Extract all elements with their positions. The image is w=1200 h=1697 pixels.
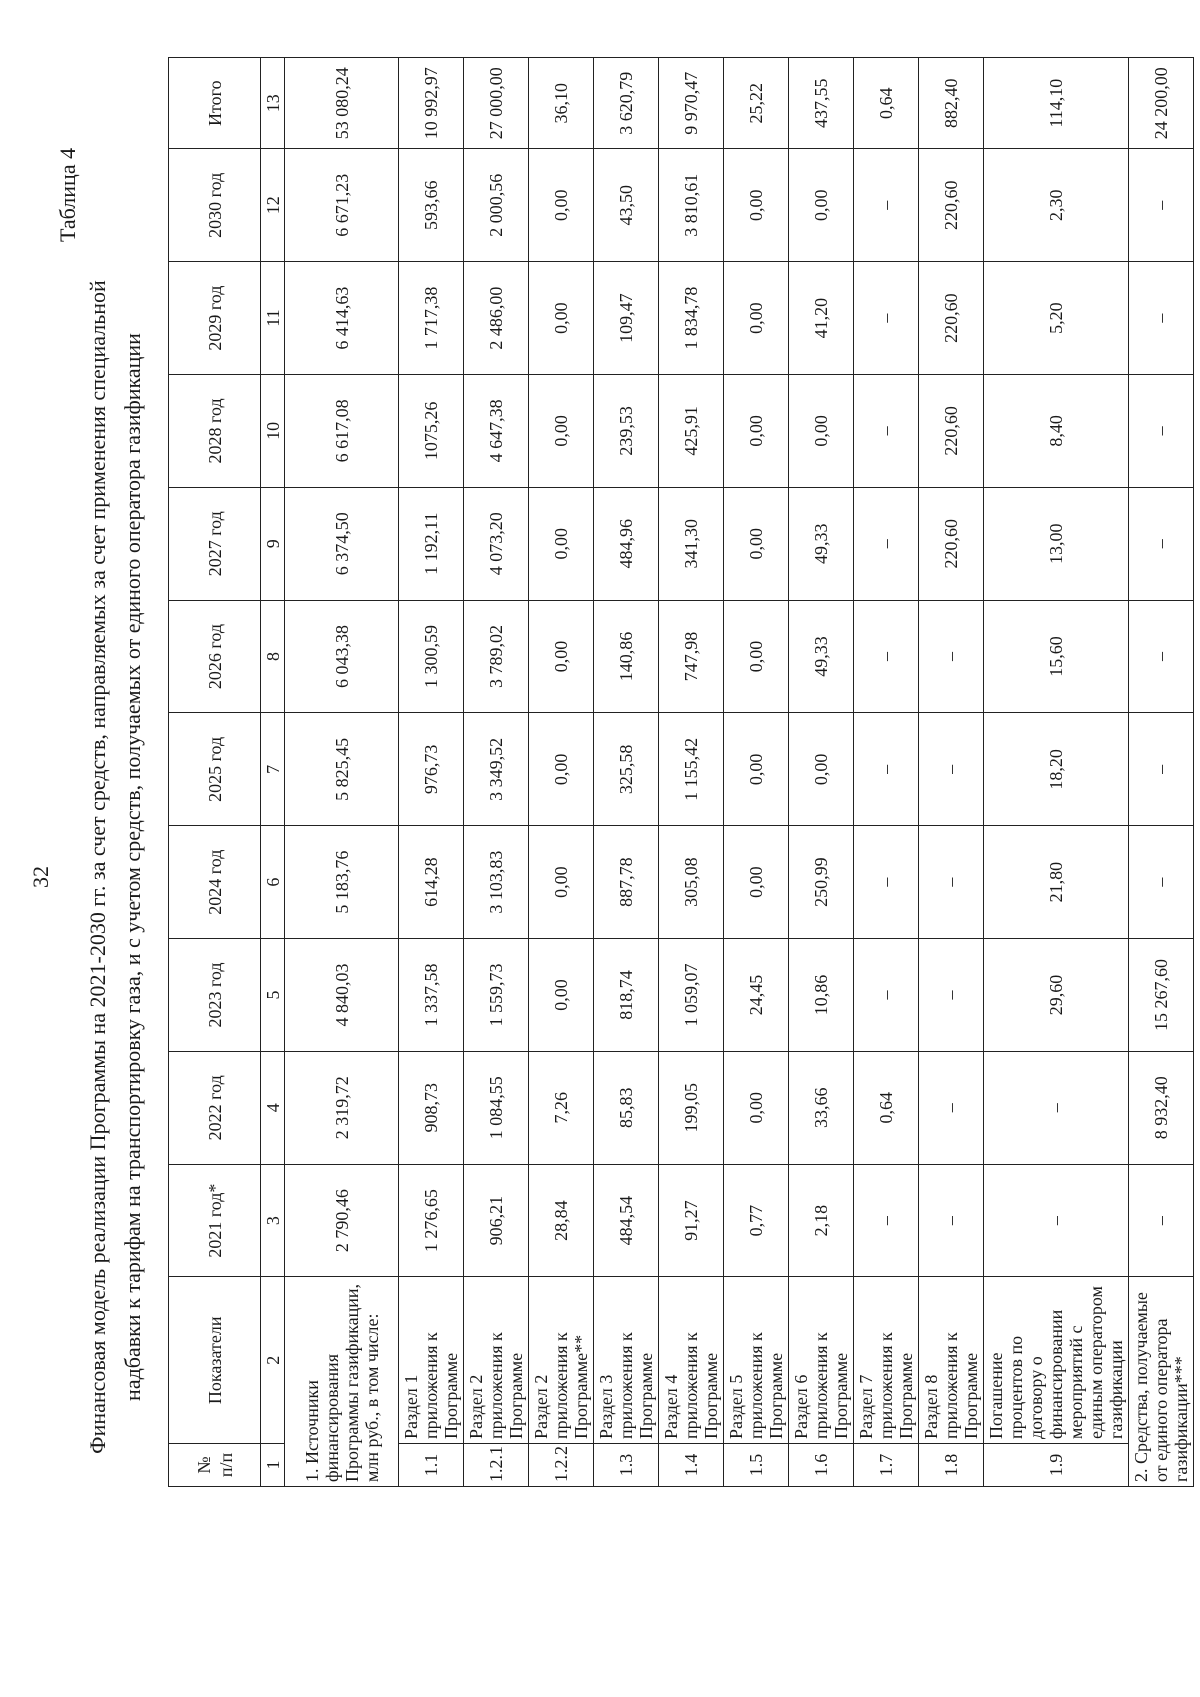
value-cell: 593,66 bbox=[399, 149, 464, 262]
header-cell: Показатели bbox=[169, 1277, 261, 1444]
value-cell: 976,73 bbox=[399, 713, 464, 826]
value-cell: – bbox=[854, 487, 919, 600]
value-cell: 614,28 bbox=[399, 826, 464, 939]
value-cell: – bbox=[1129, 487, 1194, 600]
row-label: Раздел 4 приложения к Программе bbox=[659, 1277, 724, 1444]
value-cell: 220,60 bbox=[919, 262, 984, 375]
header-cell: 2023 год bbox=[169, 939, 261, 1052]
table-row bbox=[285, 58, 399, 1487]
value-cell: 114,10 bbox=[984, 58, 1129, 149]
table-row bbox=[984, 58, 1129, 1487]
value-cell: 41,20 bbox=[789, 262, 854, 375]
value-cell: – bbox=[1129, 600, 1194, 713]
title-line: Финансовая модель реализации Программы на 2021-2030 гг. за счет средств, направляемых за счет применения специальной bbox=[85, 280, 110, 1454]
table-row bbox=[594, 58, 659, 1487]
value-cell: 2,30 bbox=[984, 149, 1129, 262]
column-number: 4 bbox=[261, 1051, 285, 1164]
value-cell: 2 486,00 bbox=[464, 262, 529, 375]
value-cell: 6 374,50 bbox=[285, 487, 399, 600]
value-cell: 484,96 bbox=[594, 487, 659, 600]
value-cell: 305,08 bbox=[659, 826, 724, 939]
value-cell: 484,54 bbox=[594, 1164, 659, 1277]
row-number: 1.8 bbox=[919, 1444, 984, 1487]
table-header-row bbox=[169, 58, 261, 1487]
value-cell: 5,20 bbox=[984, 262, 1129, 375]
table-title bbox=[80, 237, 150, 1497]
value-cell: – bbox=[919, 713, 984, 826]
table-row bbox=[399, 58, 464, 1487]
table-body bbox=[285, 58, 1194, 1487]
title-line: надбавки к тарифам на транспортировку газа, и с учетом средств, получаемых от единого оператора газификации bbox=[120, 333, 145, 1401]
column-number: 2 bbox=[261, 1277, 285, 1444]
value-cell: 53 080,24 bbox=[285, 58, 399, 149]
value-cell: 437,55 bbox=[789, 58, 854, 149]
column-number: 8 bbox=[261, 600, 285, 713]
value-cell: 24,45 bbox=[724, 939, 789, 1052]
page-number: 32 bbox=[28, 866, 53, 888]
header-cell: 2027 год bbox=[169, 487, 261, 600]
row-number: 1.2.2 bbox=[529, 1444, 594, 1487]
value-cell: – bbox=[854, 1164, 919, 1277]
value-cell: 3 810,61 bbox=[659, 149, 724, 262]
row-number: 1.6 bbox=[789, 1444, 854, 1487]
row-number: 1.1 bbox=[399, 1444, 464, 1487]
value-cell: 1 276,65 bbox=[399, 1164, 464, 1277]
value-cell: 220,60 bbox=[919, 375, 984, 488]
value-cell: 85,83 bbox=[594, 1051, 659, 1164]
value-cell: 220,60 bbox=[919, 487, 984, 600]
row-heading: 1. Источники финансирования Программы газификации, млн руб., в том числе: bbox=[285, 1277, 399, 1487]
value-cell: 4 840,03 bbox=[285, 939, 399, 1052]
value-cell: 0,00 bbox=[724, 487, 789, 600]
value-cell: 0,00 bbox=[724, 149, 789, 262]
table-row bbox=[1129, 58, 1194, 1487]
header-cell: 2030 год bbox=[169, 149, 261, 262]
table-row bbox=[789, 58, 854, 1487]
column-number-row bbox=[261, 58, 285, 1487]
value-cell: 6 043,38 bbox=[285, 600, 399, 713]
value-cell: 0,00 bbox=[724, 375, 789, 488]
value-cell: 6 671,23 bbox=[285, 149, 399, 262]
value-cell: – bbox=[854, 826, 919, 939]
value-cell: 2 000,56 bbox=[464, 149, 529, 262]
value-cell: 7,26 bbox=[529, 1051, 594, 1164]
row-label: Раздел 8 приложения к Программе bbox=[919, 1277, 984, 1444]
value-cell: 1075,26 bbox=[399, 375, 464, 488]
column-number: 6 bbox=[261, 826, 285, 939]
value-cell: 2 790,46 bbox=[285, 1164, 399, 1277]
row-label: Раздел 5 приложения к Программе bbox=[724, 1277, 789, 1444]
row-label: Раздел 2 приложения к Программе** bbox=[529, 1277, 594, 1444]
value-cell: 3 349,52 bbox=[464, 713, 529, 826]
header-cell: 2021 год* bbox=[169, 1164, 261, 1277]
value-cell: 0,00 bbox=[789, 149, 854, 262]
value-cell: 15 267,60 bbox=[1129, 939, 1194, 1052]
value-cell: 36,10 bbox=[529, 58, 594, 149]
value-cell: 0,00 bbox=[724, 262, 789, 375]
column-number: 3 bbox=[261, 1164, 285, 1277]
header-cell: Итого bbox=[169, 58, 261, 149]
value-cell: 1 717,38 bbox=[399, 262, 464, 375]
value-cell: 0,00 bbox=[724, 1051, 789, 1164]
value-cell: 0,00 bbox=[529, 600, 594, 713]
table-row bbox=[854, 58, 919, 1487]
value-cell: – bbox=[919, 826, 984, 939]
value-cell: 0,00 bbox=[529, 826, 594, 939]
row-number: 1.7 bbox=[854, 1444, 919, 1487]
table-row bbox=[659, 58, 724, 1487]
value-cell: 0,64 bbox=[854, 1051, 919, 1164]
column-number: 13 bbox=[261, 58, 285, 149]
header-cell: 2024 год bbox=[169, 826, 261, 939]
header-cell: 2025 год bbox=[169, 713, 261, 826]
value-cell: 2,18 bbox=[789, 1164, 854, 1277]
value-cell: – bbox=[919, 939, 984, 1052]
header-cell: 2022 год bbox=[169, 1051, 261, 1164]
value-cell: 29,60 bbox=[984, 939, 1129, 1052]
value-cell: 818,74 bbox=[594, 939, 659, 1052]
value-cell: – bbox=[1129, 826, 1194, 939]
value-cell: – bbox=[854, 713, 919, 826]
row-heading: 2. Средства, получаемые от единого оператора газификации*** bbox=[1129, 1277, 1194, 1487]
column-number: 5 bbox=[261, 939, 285, 1052]
value-cell: 21,80 bbox=[984, 826, 1129, 939]
value-cell: 1 155,42 bbox=[659, 713, 724, 826]
row-label: Раздел 6 приложения к Программе bbox=[789, 1277, 854, 1444]
value-cell: 0,77 bbox=[724, 1164, 789, 1277]
value-cell: 43,50 bbox=[594, 149, 659, 262]
value-cell: 1 084,55 bbox=[464, 1051, 529, 1164]
value-cell: 109,47 bbox=[594, 262, 659, 375]
value-cell: – bbox=[919, 600, 984, 713]
value-cell: 0,00 bbox=[529, 939, 594, 1052]
row-number: 1.5 bbox=[724, 1444, 789, 1487]
value-cell: 0,00 bbox=[724, 713, 789, 826]
value-cell: 0,00 bbox=[724, 826, 789, 939]
row-number: 1.3 bbox=[594, 1444, 659, 1487]
row-label: Раздел 3 приложения к Программе bbox=[594, 1277, 659, 1444]
value-cell: 8,40 bbox=[984, 375, 1129, 488]
value-cell: 24 200,00 bbox=[1129, 58, 1194, 149]
value-cell: 908,73 bbox=[399, 1051, 464, 1164]
value-cell: 6 617,08 bbox=[285, 375, 399, 488]
row-label: Раздел 1 приложения к Программе bbox=[399, 1277, 464, 1444]
value-cell: 5 825,45 bbox=[285, 713, 399, 826]
table-number: Таблица 4 bbox=[55, 147, 80, 242]
value-cell: 0,00 bbox=[529, 375, 594, 488]
value-cell: 906,21 bbox=[464, 1164, 529, 1277]
value-cell: – bbox=[919, 1164, 984, 1277]
value-cell: 0,00 bbox=[529, 713, 594, 826]
column-number: 10 bbox=[261, 375, 285, 488]
value-cell: 341,30 bbox=[659, 487, 724, 600]
column-number: 12 bbox=[261, 149, 285, 262]
financial-model-table bbox=[168, 57, 1194, 1487]
value-cell: 2 319,72 bbox=[285, 1051, 399, 1164]
value-cell: 6 414,63 bbox=[285, 262, 399, 375]
row-label: Раздел 2 приложения к Программе bbox=[464, 1277, 529, 1444]
value-cell: 425,91 bbox=[659, 375, 724, 488]
value-cell: 25,22 bbox=[724, 58, 789, 149]
value-cell: 9 970,47 bbox=[659, 58, 724, 149]
value-cell: 0,00 bbox=[529, 149, 594, 262]
value-cell: 1 059,07 bbox=[659, 939, 724, 1052]
value-cell: 33,66 bbox=[789, 1051, 854, 1164]
value-cell: 239,53 bbox=[594, 375, 659, 488]
header-cell: № п/п bbox=[169, 1444, 261, 1487]
row-label: Погашение процентов по договору о финансировании мероприятий с единым оператором газификации bbox=[984, 1277, 1129, 1444]
value-cell: 0,00 bbox=[529, 487, 594, 600]
value-cell: 0,00 bbox=[789, 713, 854, 826]
value-cell: 1 192,11 bbox=[399, 487, 464, 600]
value-cell: – bbox=[1129, 149, 1194, 262]
value-cell: 10,86 bbox=[789, 939, 854, 1052]
value-cell: 199,05 bbox=[659, 1051, 724, 1164]
value-cell: 220,60 bbox=[919, 149, 984, 262]
value-cell: – bbox=[919, 1051, 984, 1164]
row-label: Раздел 7 приложения к Программе bbox=[854, 1277, 919, 1444]
value-cell: 3 103,83 bbox=[464, 826, 529, 939]
value-cell: 747,98 bbox=[659, 600, 724, 713]
value-cell: 28,84 bbox=[529, 1164, 594, 1277]
value-cell: 91,27 bbox=[659, 1164, 724, 1277]
value-cell: 18,20 bbox=[984, 713, 1129, 826]
value-cell: – bbox=[854, 600, 919, 713]
value-cell: 0,00 bbox=[529, 262, 594, 375]
value-cell: 5 183,76 bbox=[285, 826, 399, 939]
value-cell: – bbox=[984, 1164, 1129, 1277]
value-cell: 8 932,40 bbox=[1129, 1051, 1194, 1164]
value-cell: 13,00 bbox=[984, 487, 1129, 600]
table-row bbox=[529, 58, 594, 1487]
value-cell: 3 789,02 bbox=[464, 600, 529, 713]
value-cell: 1 559,73 bbox=[464, 939, 529, 1052]
column-number: 1 bbox=[261, 1444, 285, 1487]
value-cell: 1 337,58 bbox=[399, 939, 464, 1052]
value-cell: – bbox=[1129, 375, 1194, 488]
value-cell: – bbox=[854, 149, 919, 262]
value-cell: 49,33 bbox=[789, 487, 854, 600]
value-cell: 250,99 bbox=[789, 826, 854, 939]
row-number: 1.4 bbox=[659, 1444, 724, 1487]
value-cell: 1 834,78 bbox=[659, 262, 724, 375]
value-cell: 0,64 bbox=[854, 58, 919, 149]
value-cell: 0,00 bbox=[789, 375, 854, 488]
header-cell: 2029 год bbox=[169, 262, 261, 375]
value-cell: – bbox=[1129, 1164, 1194, 1277]
table-row bbox=[919, 58, 984, 1487]
table-row bbox=[464, 58, 529, 1487]
row-number: 1.9 bbox=[984, 1444, 1129, 1487]
column-number: 7 bbox=[261, 713, 285, 826]
value-cell: – bbox=[854, 375, 919, 488]
row-number: 1.2.1 bbox=[464, 1444, 529, 1487]
header-cell: 2026 год bbox=[169, 600, 261, 713]
value-cell: 325,58 bbox=[594, 713, 659, 826]
table-row bbox=[724, 58, 789, 1487]
value-cell: – bbox=[1129, 713, 1194, 826]
value-cell: 27 000,00 bbox=[464, 58, 529, 149]
column-number: 9 bbox=[261, 487, 285, 600]
value-cell: – bbox=[1129, 262, 1194, 375]
column-number: 11 bbox=[261, 262, 285, 375]
value-cell: 887,78 bbox=[594, 826, 659, 939]
value-cell: – bbox=[854, 262, 919, 375]
value-cell: 0,00 bbox=[724, 600, 789, 713]
value-cell: 1 300,59 bbox=[399, 600, 464, 713]
value-cell: 3 620,79 bbox=[594, 58, 659, 149]
value-cell: 4 647,38 bbox=[464, 375, 529, 488]
value-cell: – bbox=[854, 939, 919, 1052]
value-cell: 882,40 bbox=[919, 58, 984, 149]
value-cell: – bbox=[984, 1051, 1129, 1164]
value-cell: 140,86 bbox=[594, 600, 659, 713]
value-cell: 49,33 bbox=[789, 600, 854, 713]
header-cell: 2028 год bbox=[169, 375, 261, 488]
value-cell: 4 073,20 bbox=[464, 487, 529, 600]
value-cell: 15,60 bbox=[984, 600, 1129, 713]
value-cell: 10 992,97 bbox=[399, 58, 464, 149]
